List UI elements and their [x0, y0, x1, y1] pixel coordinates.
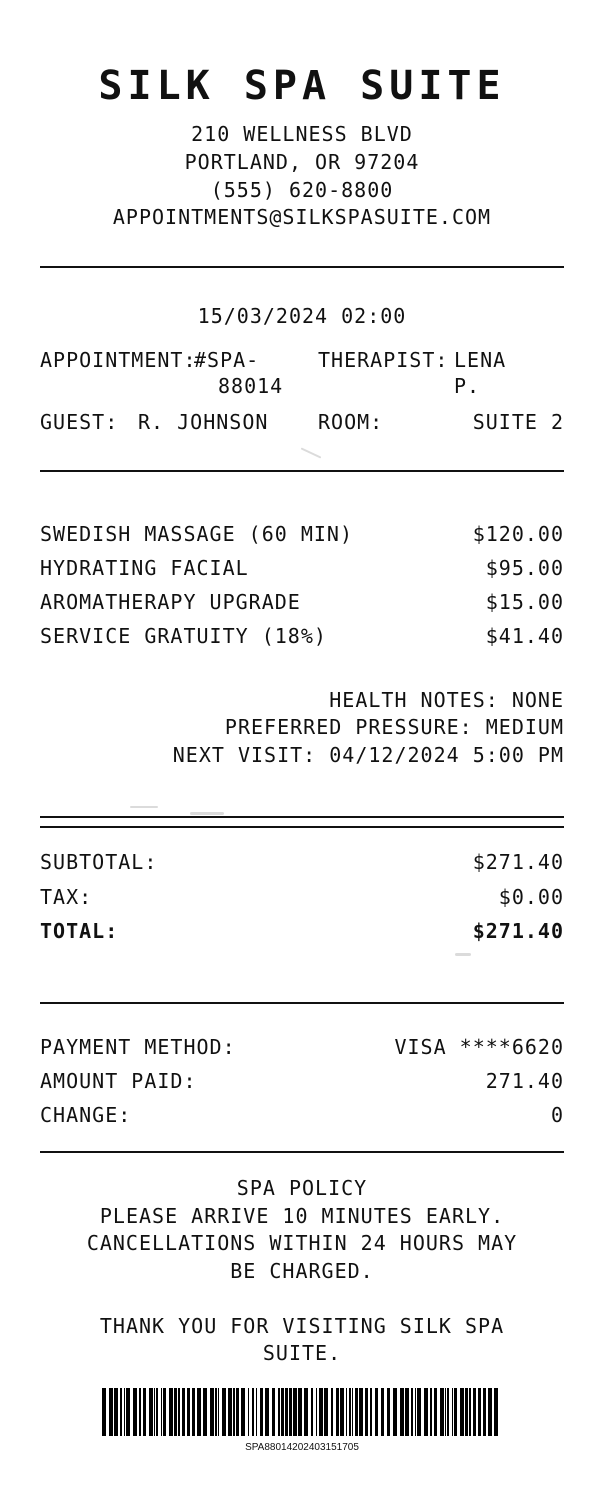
barcode-bar: [494, 1388, 498, 1436]
guest-name: R. JOHNSON: [138, 410, 269, 434]
appointment-label: APPOINTMENT:: [40, 348, 197, 372]
barcode-bar: [311, 1388, 313, 1436]
barcode-bar: [445, 1388, 446, 1436]
barcode-bar: [304, 1388, 308, 1436]
amount-paid-value: 271.40: [485, 1069, 564, 1093]
barcode-bar: [281, 1388, 284, 1436]
barcode-bar: [218, 1388, 219, 1436]
barcode-bar: [203, 1388, 207, 1436]
policy-title: SPA POLICY: [236, 1176, 368, 1200]
paper-smudge: [190, 812, 224, 815]
barcode-bar: [174, 1388, 177, 1436]
barcode-bar: [393, 1388, 397, 1436]
store-address-line2: PORTLAND, OR 97204: [184, 150, 420, 174]
paper-smudge: [301, 447, 322, 458]
barcode-bar: [187, 1388, 190, 1436]
line-item-name: AROMATHERAPY UPGRADE: [40, 590, 301, 614]
divider: [40, 266, 564, 268]
store-name: SILK SPA SUITE: [98, 63, 506, 109]
barcode-bar: [278, 1388, 280, 1436]
store-phone: (555) 620-8800: [210, 178, 394, 202]
barcode-bar: [236, 1388, 239, 1436]
barcode-bar: [252, 1388, 254, 1436]
barcode-bar: [387, 1388, 390, 1436]
line-item-price: $120.00: [472, 522, 564, 546]
barcode-bar: [126, 1388, 130, 1436]
barcode-bar: [365, 1388, 368, 1436]
barcode-bar: [139, 1388, 141, 1436]
payment-method-label: PAYMENT METHOD:: [40, 1035, 236, 1059]
barcode-bar: [260, 1388, 263, 1436]
barcode-bar: [124, 1388, 125, 1436]
barcode-bar: [355, 1388, 358, 1436]
barcode-bar: [478, 1388, 481, 1436]
barcode-bar: [349, 1388, 351, 1436]
barcode-bar: [473, 1388, 476, 1436]
line-item-name: SWEDISH MASSAGE (60 MIN): [40, 522, 353, 546]
tax-value: $0.00: [498, 885, 564, 909]
barcode-bar: [346, 1388, 347, 1436]
barcode-bar: [161, 1388, 162, 1436]
store-address-line1: 210 WELLNESS BLVD: [191, 122, 413, 146]
store-email: APPOINTMENTS@SILKSPASUITE.COM: [112, 205, 492, 229]
barcode-bar: [434, 1388, 437, 1436]
barcode-bar: [411, 1388, 413, 1436]
policy-line: BE CHARGED.: [230, 1259, 374, 1283]
barcode-bar: [405, 1388, 409, 1436]
barcode-bar: [375, 1388, 378, 1436]
policy-line: CANCELLATIONS WITHIN 24 HOURS MAY: [86, 1231, 518, 1255]
barcode-bar: [483, 1388, 486, 1436]
barcode-bar: [289, 1388, 292, 1436]
line-item-price: $41.40: [485, 624, 564, 648]
barcode-bar: [228, 1388, 232, 1436]
change-label: CHANGE:: [40, 1103, 132, 1127]
barcode-bar: [415, 1388, 416, 1436]
barcode-bar: [154, 1388, 155, 1436]
barcode-bar: [178, 1388, 180, 1436]
barcode-bar: [114, 1388, 118, 1436]
barcode: [102, 1388, 502, 1436]
barcode-bar: [488, 1388, 492, 1436]
barcode-bar: [454, 1388, 457, 1436]
line-item-price: $95.00: [485, 556, 564, 580]
next-visit: NEXT VISIT: 04/12/2024 5:00 PM: [172, 743, 564, 767]
amount-paid-label: AMOUNT PAID:: [40, 1069, 197, 1093]
barcode-bar: [109, 1388, 113, 1436]
barcode-bar: [400, 1388, 404, 1436]
room-value: SUITE 2: [472, 410, 564, 434]
barcode-text: SPA88014202403151705: [245, 1442, 359, 1453]
paper-smudge: [455, 953, 471, 956]
barcode-bar: [102, 1388, 106, 1436]
thank-you-line2: SUITE.: [262, 1341, 342, 1365]
barcode-bar: [149, 1388, 153, 1436]
tax-label: TAX:: [40, 885, 93, 909]
barcode-bar: [285, 1388, 288, 1436]
divider: [40, 816, 564, 818]
barcode-bar: [298, 1388, 302, 1436]
barcode-bar: [340, 1388, 344, 1436]
barcode-bar: [197, 1388, 201, 1436]
barcode-bar: [324, 1388, 328, 1436]
appointment-number-line2: 88014: [218, 374, 284, 398]
barcode-bar: [265, 1388, 269, 1436]
room-label: ROOM:: [318, 410, 384, 434]
barcode-bar: [133, 1388, 137, 1436]
change-value: 0: [550, 1103, 564, 1127]
barcode-bar: [370, 1388, 372, 1436]
barcode-bar: [319, 1388, 323, 1436]
barcode-bar: [465, 1388, 468, 1436]
barcode-bar: [248, 1388, 249, 1436]
barcode-bar: [440, 1388, 444, 1436]
guest-label: GUEST:: [40, 410, 119, 434]
health-notes: HEALTH NOTES: NONE: [329, 688, 564, 712]
barcode-bar: [316, 1388, 317, 1436]
barcode-bar: [447, 1388, 449, 1436]
barcode-bar: [381, 1388, 384, 1436]
barcode-bar: [210, 1388, 214, 1436]
therapist-name-line2: P.: [454, 374, 481, 398]
barcode-bar: [233, 1388, 235, 1436]
total-value: $271.40: [472, 919, 564, 943]
divider: [40, 1151, 564, 1153]
subtotal-value: $271.40: [472, 850, 564, 874]
subtotal-label: SUBTOTAL:: [40, 850, 158, 874]
barcode-bar: [182, 1388, 185, 1436]
barcode-bar: [241, 1388, 245, 1436]
barcode-bar: [256, 1388, 257, 1436]
policy-line: PLEASE ARRIVE 10 MINUTES EARLY.: [99, 1204, 505, 1228]
receipt-datetime: 15/03/2024 02:00: [197, 304, 407, 328]
barcode-bar: [120, 1388, 122, 1436]
barcode-bar: [143, 1388, 146, 1436]
therapist-name-line1: LENA: [454, 348, 507, 372]
divider: [40, 826, 564, 828]
barcode-bar: [359, 1388, 363, 1436]
line-item-name: HYDRATING FACIAL: [40, 556, 249, 580]
barcode-bar: [460, 1388, 464, 1436]
total-label: TOTAL:: [40, 919, 119, 943]
line-item-name: SERVICE GRATUITY (18%): [40, 624, 327, 648]
barcode-bar: [430, 1388, 432, 1436]
paper-smudge: [130, 806, 158, 808]
barcode-bar: [192, 1388, 195, 1436]
barcode-bar: [169, 1388, 173, 1436]
appointment-number-line1: #SPA-: [194, 348, 260, 372]
barcode-bar: [452, 1388, 453, 1436]
barcode-bar: [272, 1388, 275, 1436]
divider: [40, 1002, 564, 1004]
barcode-bar: [352, 1388, 353, 1436]
barcode-bar: [163, 1388, 166, 1436]
barcode-bar: [424, 1388, 428, 1436]
barcode-bar: [331, 1388, 333, 1436]
barcode-bar: [222, 1388, 226, 1436]
payment-method-value: VISA ****6620: [394, 1035, 564, 1059]
therapist-label: THERAPIST:: [318, 348, 449, 372]
barcode-bar: [293, 1388, 297, 1436]
divider: [40, 470, 564, 472]
line-item-price: $15.00: [485, 590, 564, 614]
barcode-bar: [336, 1388, 339, 1436]
thank-you-line1: THANK YOU FOR VISITING SILK SPA: [99, 1314, 505, 1338]
barcode-bar: [156, 1388, 158, 1436]
barcode-bar: [215, 1388, 217, 1436]
barcode-bar: [469, 1388, 471, 1436]
barcode-bar: [417, 1388, 421, 1436]
preferred-pressure: PREFERRED PRESSURE: MEDIUM: [224, 715, 564, 739]
